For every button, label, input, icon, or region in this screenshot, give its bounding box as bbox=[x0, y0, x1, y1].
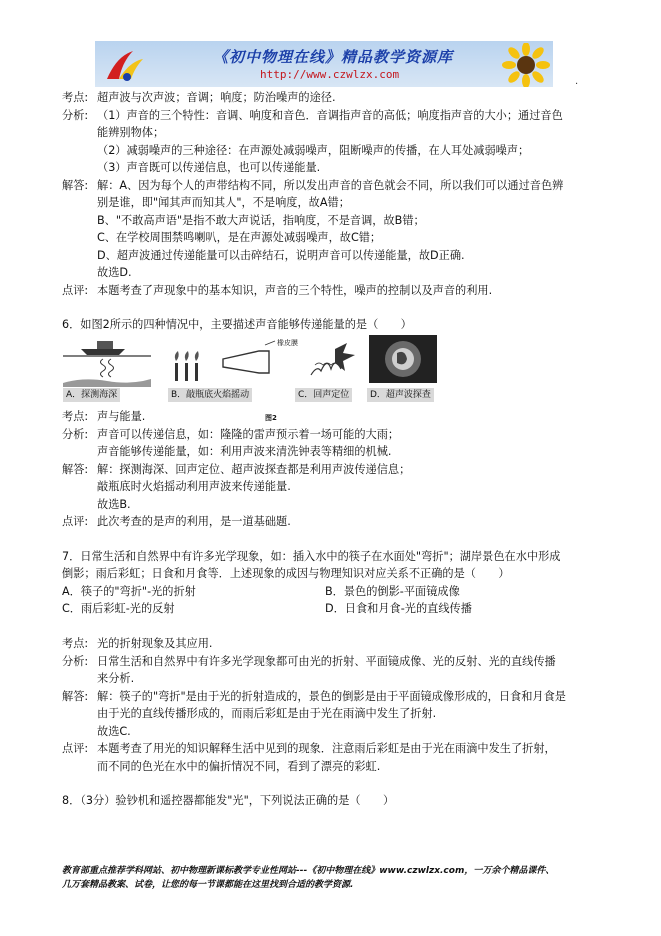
q7-option-a: A．筷子的"弯折"-光的折射 bbox=[62, 585, 196, 598]
q5-dianping: 本题考查了声现象中的基本知识，声音的三个特性，噪声的控制以及声音的利用. bbox=[97, 284, 493, 297]
q6-jieda-line: 敲瓶底时火焰摇动利用声波来传递能量. bbox=[97, 480, 291, 493]
q5-jieda-line: 故选D. bbox=[97, 266, 132, 279]
q7-jieda-line: 故选C. bbox=[97, 725, 131, 738]
q7-fenxi-label: 分析: bbox=[62, 655, 89, 668]
q6-jieda-line: 解：探测海深、回声定位、超声波探查都是利用声波传递信息； bbox=[97, 463, 411, 476]
q7-dianping-line: 本题考查了用光的知识解释生活中见到的现象．注意雨后彩虹是由于光在雨滴中发生了折射， bbox=[97, 742, 556, 755]
q6-dianping: 此次考查的是声的利用，是一道基础题. bbox=[97, 515, 291, 528]
q7-jieda-line: 由于光的直线传播形成的，而雨后彩虹是由于光在雨滴中发生了折射. bbox=[97, 707, 437, 720]
q6-caption-a: A．探测海深 bbox=[63, 388, 120, 402]
site-logo-icon bbox=[103, 47, 147, 83]
q5-fenxi-line: （1）声音的三个特性：音调、响度和音色．音调指声音的高低；响度指声音的大小；通过音色 bbox=[97, 109, 563, 122]
q7-jieda-line: 解：筷子的"弯折"是由于光的折射造成的，景色的倒影是由于平面镜成像形成的，日食和月食是 bbox=[97, 690, 566, 703]
q5-fenxi-line: （3）声音既可以传递信息，也可以传递能量. bbox=[97, 161, 321, 174]
q7-question-line: 7．日常生活和自然界中有许多光学现象，如：插入水中的筷子在水面处"弯折"；湖岸景色在水中形成 bbox=[62, 550, 561, 563]
bottle-candle-icon bbox=[175, 341, 275, 381]
q5-fenxi-line: （2）减弱噪声的三种途径：在声源处减弱噪声，阻断噪声的传播，在人耳处减弱噪声； bbox=[97, 144, 530, 157]
q7-option-b: B．景色的倒影-平面镜成像 bbox=[325, 585, 460, 598]
footer-line: 几万套精品教案、试卷，让您的每一节课都能在这里找到合适的教学资源. bbox=[62, 880, 354, 890]
ultrasound-scan-icon bbox=[369, 335, 437, 383]
q7-fenxi-line: 日常生活和自然界中有许多光学现象都可由光的折射、平面镜成像、光的反射、光的直线传播 bbox=[97, 655, 556, 668]
q6-caption-d: D．超声波探查 bbox=[367, 388, 434, 402]
q6-figure-label: 图2 bbox=[265, 414, 277, 422]
ship-sonar-icon bbox=[63, 341, 151, 387]
q6-kaodian-label: 考点: bbox=[62, 410, 89, 423]
q8-question: 8．（3分）验钞机和遥控器都能发"光"，下列说法正确的是（ ） bbox=[62, 794, 395, 807]
q7-dianping-label: 点评: bbox=[62, 742, 89, 755]
q7-jieda-label: 解答: bbox=[62, 690, 89, 703]
q5-jieda-line: B、"不敢高声语"是指不敢大声说话，指响度，不是音调，故B错； bbox=[97, 214, 425, 227]
bottle-membrane-label: 橡皮膜 bbox=[277, 339, 298, 347]
header-banner bbox=[95, 41, 553, 87]
q5-jieda-line: 别是谁，即"闻其声而知其人"，不是响度，故A错； bbox=[97, 196, 350, 209]
q6-fenxi-line: 声音可以传递信息，如：隆隆的雷声预示着一场可能的大雨； bbox=[97, 428, 400, 441]
q5-jieda-label: 解答: bbox=[62, 179, 89, 192]
q6-dianping-label: 点评: bbox=[62, 515, 89, 528]
banner-title: 《初中物理在线》精品教学资源库 bbox=[213, 48, 454, 66]
q6-caption-b: B．敲瓶底火焰摇动 bbox=[168, 388, 252, 402]
bat-echolocation-icon bbox=[311, 343, 355, 375]
q5-kaodian: 超声波与次声波；音调；响度；防治噪声的途径. bbox=[97, 91, 336, 104]
q7-option-d: D．日食和月食-光的直线传播 bbox=[325, 602, 472, 615]
q6-kaodian: 声与能量. bbox=[97, 410, 146, 423]
q6-caption-c: C．回声定位 bbox=[295, 388, 352, 402]
q5-dianping-label: 点评: bbox=[62, 284, 89, 297]
q6-jieda-label: 解答: bbox=[62, 463, 89, 476]
header-dot: . bbox=[575, 76, 579, 87]
q6-fenxi-label: 分析: bbox=[62, 428, 89, 441]
q5-kaodian-label: 考点: bbox=[62, 91, 89, 104]
q5-fenxi-line: 能辨别物体； bbox=[97, 126, 165, 139]
q7-kaodian-label: 考点: bbox=[62, 637, 89, 650]
q7-question-line: 倒影；雨后彩虹；日食和月食等．上述现象的成因与物理知识对应关系不正确的是（ ） bbox=[62, 567, 510, 580]
q6-fenxi-line: 声音能够传递能量，如：利用声波来清洗钟表等精细的机械. bbox=[97, 445, 392, 458]
q5-fenxi-label: 分析: bbox=[62, 109, 89, 122]
banner-url: http://www.czwlzx.com bbox=[260, 68, 400, 81]
q7-kaodian: 光的折射现象及其应用. bbox=[97, 637, 213, 650]
q5-jieda-line: D、超声波通过传递能量可以击碎结石，说明声音可以传递能量，故D正确. bbox=[97, 249, 465, 262]
q7-fenxi-line: 来分析. bbox=[97, 672, 135, 685]
q6-question: 6．如图2所示的四种情况中，主要描述声音能够传递能量的是（ ） bbox=[62, 318, 412, 331]
q5-jieda-line: C、在学校周围禁鸣喇叭，是在声源处减弱噪声，故C错； bbox=[97, 231, 382, 244]
sunflower-icon bbox=[501, 43, 551, 87]
q7-option-c: C．雨后彩虹-光的反射 bbox=[62, 602, 175, 615]
q6-jieda-line: 故选B. bbox=[97, 498, 131, 511]
footer-line: 教育部重点推荐学科网站、初中物理新课标教学专业性网站---《初中物理在线》www.czwlzx.com，一万余个精品课件、 bbox=[62, 866, 555, 876]
q5-jieda-line: 解：A、因为每个人的声带结构不同，所以发出声音的音色就会不同，所以我们可以通过音色辨 bbox=[97, 179, 564, 192]
q7-dianping-line: 而不同的色光在水中的偏折情况不同，看到了漂亮的彩虹. bbox=[97, 760, 381, 773]
